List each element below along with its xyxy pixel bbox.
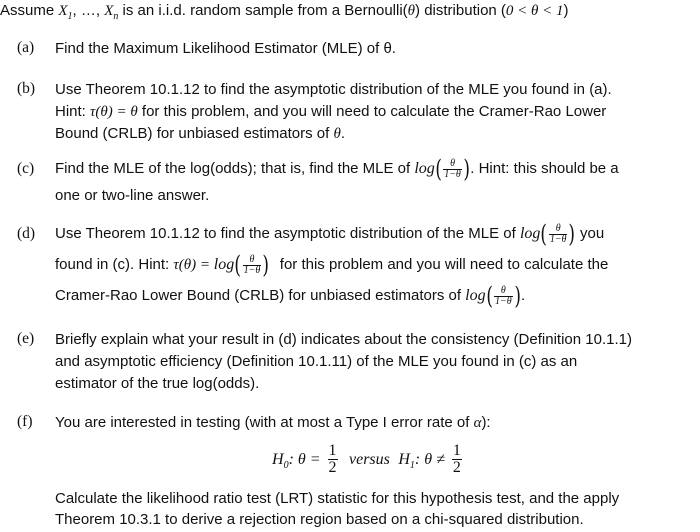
part-f-label: (f) bbox=[17, 413, 33, 430]
null-hypothesis: $H_0$: θ = bbox=[272, 451, 325, 472]
part-d-line3: Cramer-Rao Lower Bound (CRLB) for unbiased estimators of log( $\frac{\theta}{1-\theta}$ ). bbox=[55, 282, 526, 311]
problem-intro: Assume $X_1$, …, $X_n$ is an i.i.d. random sample from a Bernoulli(θ) distribution (0 < θ < 1) bbox=[0, 2, 569, 22]
math-x1: $X_1$ bbox=[58, 3, 73, 22]
part-c-line1: Find the MLE of the log(odds); that is, find the MLE of log( $\frac{\theta}{1-\theta}$ ). Hint: this should be a bbox=[55, 155, 619, 184]
alternative-hypothesis: $H_1$: θ ≠ bbox=[398, 451, 449, 472]
part-e-label: (e) bbox=[17, 330, 35, 347]
part-b-label: (b) bbox=[17, 80, 36, 97]
part-d-label: (d) bbox=[17, 225, 36, 242]
part-c-line2: one or two-line answer. bbox=[55, 187, 210, 204]
part-e-line1: Briefly explain what your result in (d) indicates about the consistency (Definition 10.1.1) bbox=[55, 331, 632, 348]
part-d-line2: found in (c). Hint: τ(θ) = log( $\frac{\theta}{1-\theta}$ ) for this problem and you will need to calculate the bbox=[55, 251, 609, 280]
hypotheses: $H_0$: θ = $\frac{1}{2}$ versus $H_1$: θ ≠ $\frac{1}{2}$ bbox=[272, 442, 461, 477]
part-e-line3: estimator of the true log(odds). bbox=[55, 375, 260, 392]
part-a-label: (a) bbox=[17, 39, 35, 56]
part-f-line4: Theorem 10.3.1 to derive a rejection region based on a chi-squared distribution. bbox=[55, 511, 584, 528]
part-d-line1: Use Theorem 10.1.12 to find the asymptotic distribution of the MLE of log( $\frac{\theta}{1-\theta}$ ) you bbox=[55, 220, 605, 249]
part-b-line3: Bound (CRLB) for unbiased estimators of θ. bbox=[55, 125, 346, 142]
part-e-line2: and asymptotic efficiency (Definition 10.1.11) of the MLE you found in (c) as an bbox=[55, 353, 578, 370]
part-f-line3: Calculate the likelihood ratio test (LRT) statistic for this hypothesis test, and the apply bbox=[55, 490, 620, 507]
part-b-line2: Hint: τ(θ) = θ for this problem, and you will need to calculate the Cramer-Rao Lower bbox=[55, 103, 607, 120]
part-b-line1: Use Theorem 10.1.12 to find the asymptotic distribution of the MLE you found in (a). bbox=[55, 81, 612, 98]
part-a-text: Find the Maximum Likelihood Estimator (MLE) of θ. bbox=[55, 40, 396, 57]
part-c-label: (c) bbox=[17, 160, 35, 177]
part-f-line1: You are interested in testing (with at most a Type I error rate of α): bbox=[55, 414, 491, 431]
odds-fraction: $\frac{\theta}{1-\theta}$ bbox=[444, 157, 461, 180]
math-xn: $X_n$ bbox=[104, 3, 119, 22]
